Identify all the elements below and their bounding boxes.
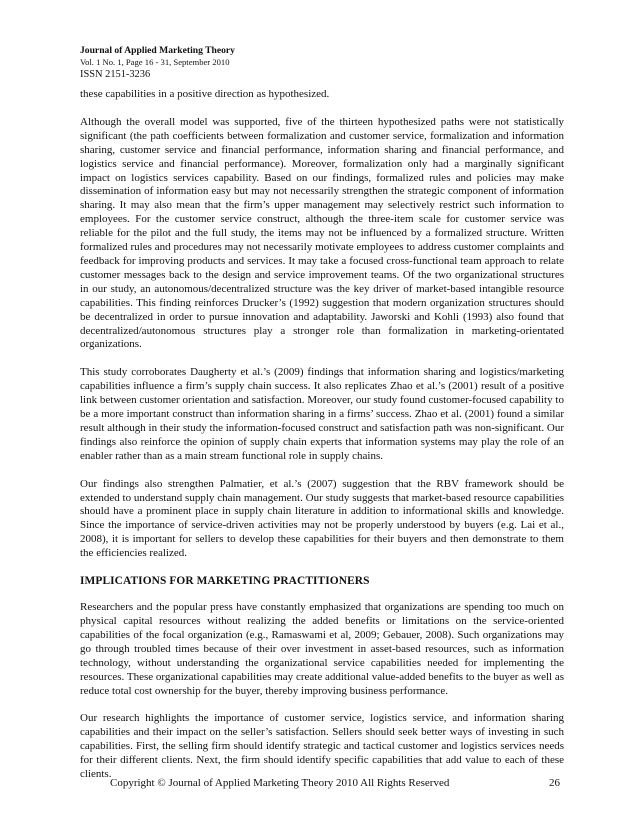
article-body	[80, 88, 564, 796]
journal-header	[80, 45, 560, 81]
paragraph-research-highlights: Our research highlights the importance of customer service, logistics service, and information sharing capabilities and their impact on the seller’s satisfaction. Sellers should seek better ways of investing in such capabilities. First, the selling firm should identify strategic and tactical customer and logistics services needs for their different clients. Next, the firm should identify specific capabilities that add value to each of these clients.	[80, 712, 564, 781]
issn-line: ISSN 2151-3236	[80, 69, 151, 80]
paragraph-model-results: Although the overall model was supported, five of the thirteen hypothesized paths were not statistically significant (the path coefficients between formalization and customer service, formalization and information sharing, customer service and financial performance, information sharing and financial performance, and logistics service and financial performance). Moreover, formalization only had a marginally significant impact on logistics services capability. Based on our findings, formalized rules and policies may make dissemination of information easy but may not necessarily strengthen the strategic component of information sharing. It may also mean that the firm’s upper management may selectively restrict such information to employees. For the customer service construct, although the three-item scale for customer service was reliable for the pilot and the full study, the items may not be influenced by a formalized structure. Written formalized rules and procedures may not necessarily motivate employees to address customer complaints and feedback for improving products and services. It may take a focused cross-functional team approach to relate customer messages back to the design and service improvement teams. Of the two organizational structures in our study, an autonomous/decentralized structure was the key driver of market-based intangible resource capabilities. This finding reinforces Drucker’s (1992) suggestion that modern organization structures should be decentralized in order to pursue innovation and adaptability. Jaworski and Kohli (1993) also found that decentralized/autonomous structures play a stronger role than formalization in marketing-orientated organizations.	[80, 115, 564, 351]
copyright-notice: Copyright © Journal of Applied Marketing Theory 2010 All Rights Reserved	[110, 777, 450, 789]
page-footer	[110, 776, 570, 792]
section-heading: IMPLICATIONS FOR MARKETING PRACTITIONERS	[80, 575, 370, 588]
paragraph-rbv-framework: Our findings also strengthen Palmatier, et al.’s (2007) suggestion that the RBV framework should be extended to understand supply chain management. Our study suggests that market-based resource capabilities should have a prominent place in supply chain literature in addition to informational skills and knowledge. Since the importance of service-driven activities may not be properly understood by buyers (e.g. Lai et al., 2008), it is important for sellers to develop these capabilities for their buyers and then demonstrate to them the efficiencies realized.	[80, 477, 564, 560]
volume-issue-line: Vol. 1 No. 1, Page 16 - 31, September 2010	[80, 57, 230, 67]
journal-title: Journal of Applied Marketing Theory	[80, 45, 235, 56]
paragraph-corroboration: This study corroborates Daugherty et al.’s (2009) findings that information sharing and logistics/marketing capabilities influence a firm’s supply chain success. It also replicates Zhao et al.’s (2001) result of a positive link between customer orientation and satisfaction. Moreover, our study found customer-focused capability to be a more important construct than information sharing in a firms’ success. Zhao et al. (2001) found a similar result although in their study the information-focused construct and satisfaction path was non-significant. Our findings also reinforce the opinion of supply chain experts that information systems may play the role of an enabler rather than as a main stream functional role in supply chains.	[80, 366, 564, 462]
paragraph-researchers: Researchers and the popular press have constantly emphasized that organizations are spending too much on physical capital resources without realizing the added benefits or limitations on the service-oriented capabilities of the focal organization (e.g., Ramaswami et al, 2009; Gebauer, 2008). Such organizations may go through troubled times because of their over investment in asset-based resources, such as information technology, without understanding the organizational service capabilities needed for implementing the resources. These organizational capabilities may create additional value-added benefits to the buyer as well as reduce total cost ownership for the buyer, thereby improving business performance.	[80, 601, 564, 697]
paragraph-continuation: these capabilities in a positive direction as hypothesized.	[80, 88, 330, 100]
page-number: 26	[549, 777, 560, 789]
